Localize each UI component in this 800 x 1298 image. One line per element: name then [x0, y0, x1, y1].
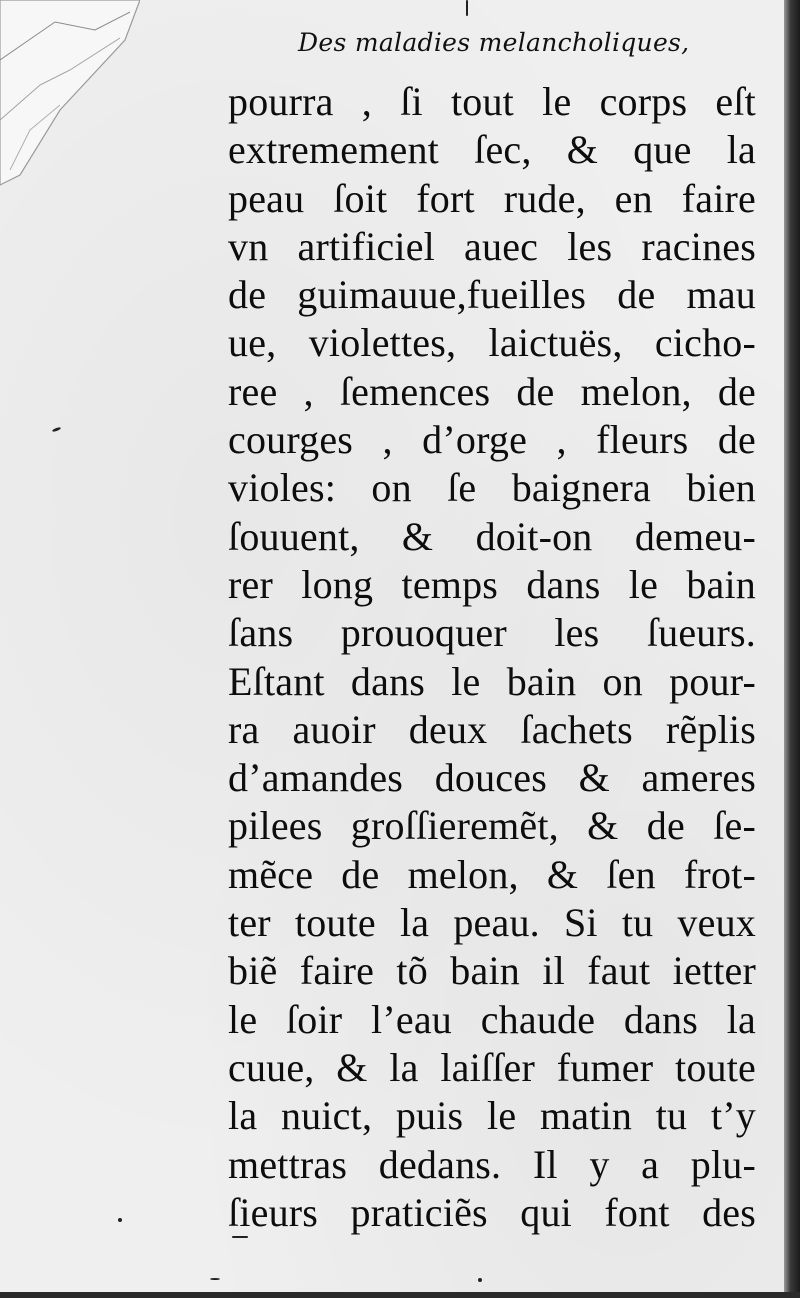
text-line: violes: on ſe baignera bien: [228, 465, 756, 511]
text-line: ra auoir deux ſachets rẽplis: [228, 706, 756, 752]
text-line: courges , d’orge , fleurs de: [228, 417, 756, 463]
text-line: Eſtant dans le bain on pour-: [228, 658, 756, 704]
text-line: mẽce de melon, & ſen frot-: [228, 851, 756, 897]
torn-corner-fold: [0, 0, 140, 190]
ink-speck: [210, 1278, 220, 1280]
text-line: ſieurs praticiẽs qui font des: [228, 1189, 756, 1235]
ink-speck: [478, 1278, 482, 1282]
text-line: ſans prouoquer les ſueurs.: [228, 610, 756, 656]
page-edge-shadow: [784, 0, 800, 1298]
text-line: d’amandes douces & ameres: [228, 755, 756, 801]
text-line: ree , ſemences de melon, de: [228, 368, 756, 414]
ink-speck: [232, 1236, 248, 1238]
text-line: pourra , ſi tout le corps eſt: [228, 79, 756, 124]
text-line: peau ſoit fort rude, en faire: [228, 175, 756, 221]
text-line: vn artificiel auec les racines: [228, 223, 756, 269]
text-line: ter toute la peau. Si tu veux: [228, 900, 756, 946]
text-line: extremement ſec, & que la: [228, 127, 756, 173]
text-line: ſouuent, & doit-on demeu-: [228, 513, 756, 559]
text-line: biẽ faire tõ bain il faut ietter: [228, 948, 756, 994]
text-line: mettras dedans. Il y a plu-: [228, 1141, 756, 1187]
ink-speck: [118, 1218, 122, 1222]
ink-speck: [52, 427, 61, 433]
bleed-through-text: [110, 168, 115, 189]
text-line: le ſoir l’eau chaude dans la: [228, 996, 756, 1042]
text-line: pilees groſſieremẽt, & de ſe-: [228, 803, 756, 849]
body-text: [228, 78, 756, 1237]
page-bottom-edge: [0, 1292, 800, 1298]
text-line: de guimauue,fueilles de mau: [228, 272, 756, 318]
text-line: cuue, & la laiſſer fumer toute: [228, 1044, 756, 1090]
ink-speck: [466, 0, 468, 16]
text-line: rer long temps dans le bain: [228, 561, 756, 607]
text-line: la nuict, puis le matin tu t’y: [228, 1093, 756, 1139]
running-head: Des maladies melancholiques,: [298, 28, 690, 57]
text-line: ue, violettes, laictuës, cicho-: [228, 320, 756, 366]
